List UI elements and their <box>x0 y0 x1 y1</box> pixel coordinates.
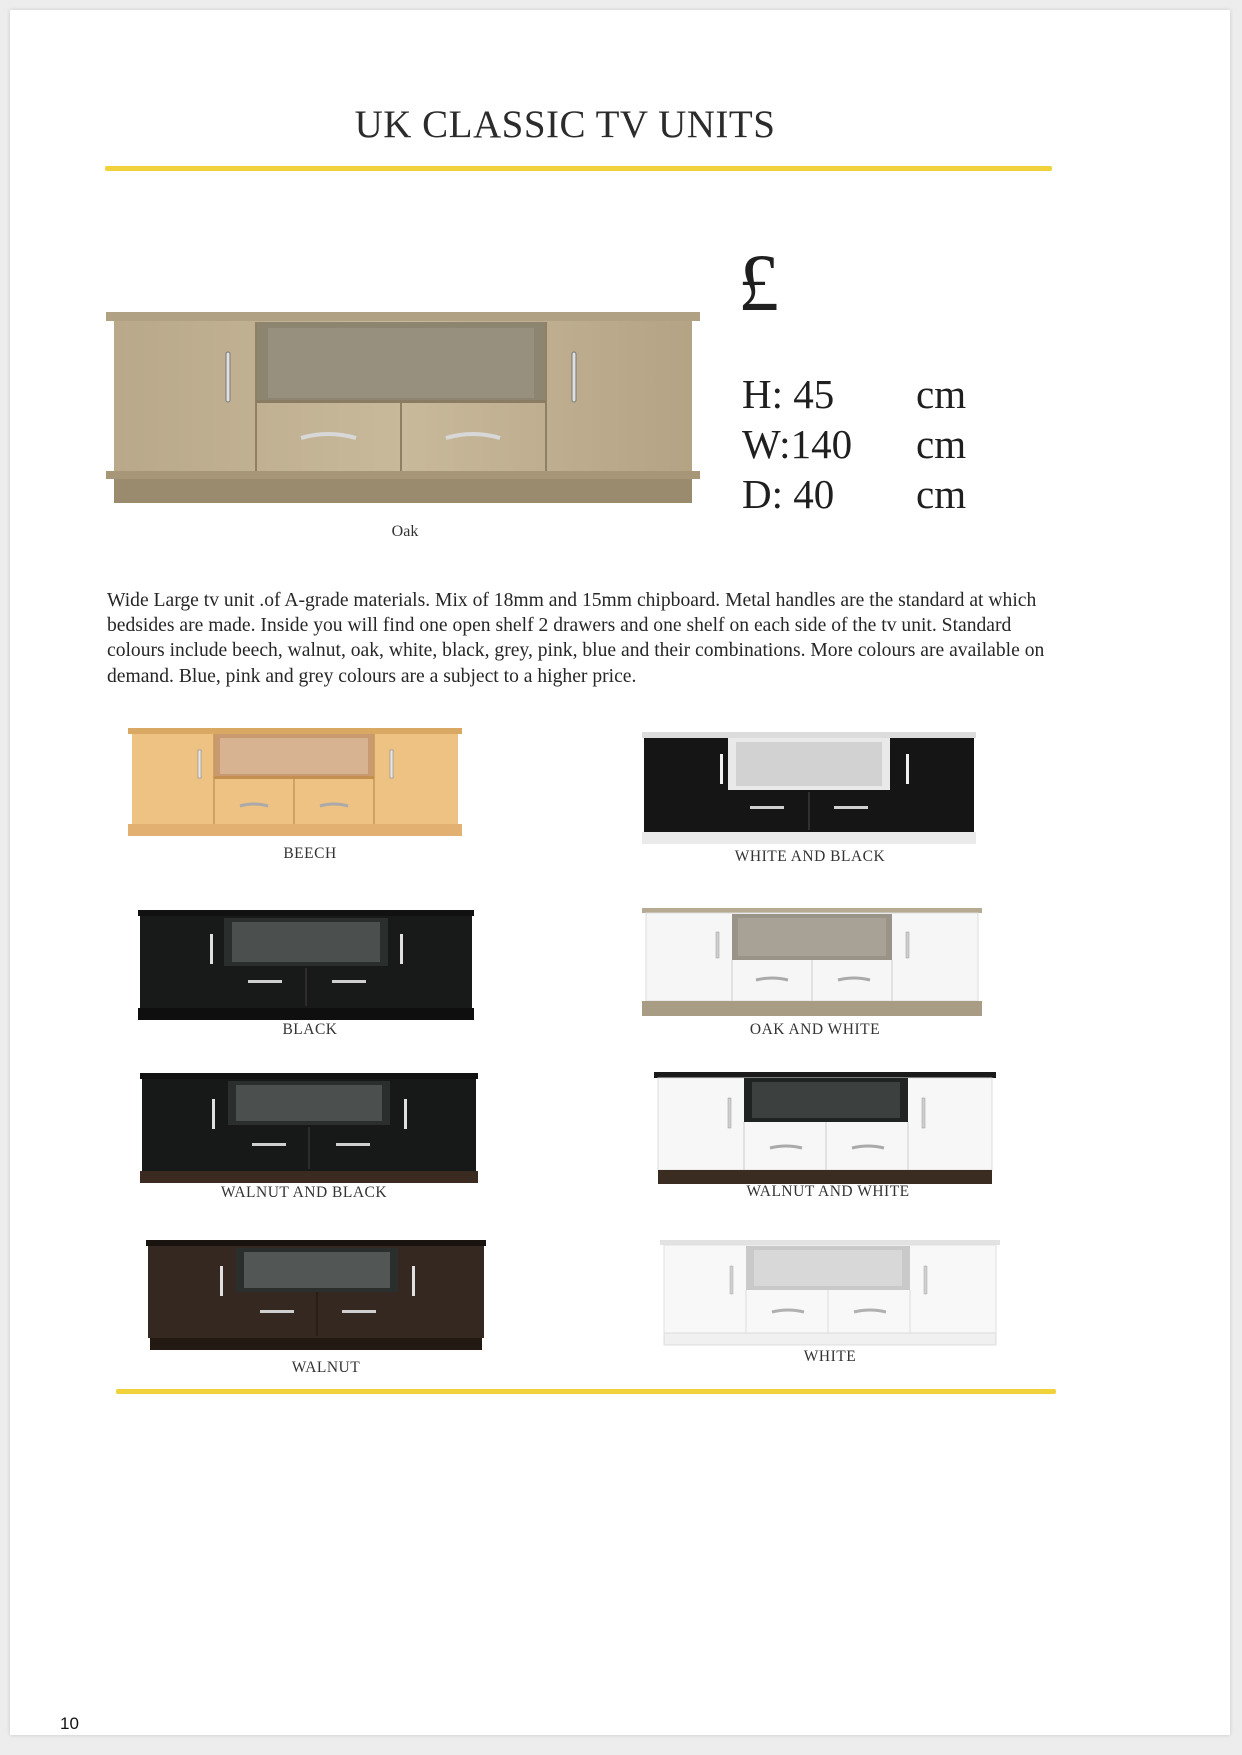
variant-caption-walnut-and-black: WALNUT AND BLACK <box>220 1184 388 1201</box>
variant-caption-white-and-black: WHITE AND BLACK <box>734 848 886 865</box>
page-number: 10 <box>60 1714 79 1733</box>
dimension-unit: cm <box>916 371 967 417</box>
variant-caption-beech: BEECH <box>283 845 337 862</box>
bottom-divider <box>116 1389 1056 1394</box>
top-divider <box>105 166 1052 171</box>
dimensions-table <box>742 370 966 520</box>
dimension-label: W:140 <box>742 421 853 467</box>
variant-caption-oak-and-white: OAK AND WHITE <box>749 1021 881 1038</box>
dimension-unit: cm <box>916 471 967 517</box>
variant-image-beech <box>128 728 462 836</box>
variant-caption-black: BLACK <box>282 1021 338 1038</box>
main-product-image <box>106 312 700 504</box>
variant-image-white-and-black <box>642 732 976 844</box>
variant-image-walnut-and-white <box>654 1072 996 1184</box>
page-title: UK CLASSIC TV UNITS <box>354 103 776 146</box>
currency-symbol: £ <box>738 237 779 328</box>
dimension-width <box>742 420 966 470</box>
main-product-caption: Oak <box>391 523 419 540</box>
variant-image-black <box>138 910 474 1020</box>
product-description: Wide Large tv unit .of A-grade materials. Mix of 18mm and 15mm chipboard. Metal handles are the standard at which bedsides are made. Inside you will find one open shelf 2 drawers and one shelf on each side of the tv unit. Standard colours include beech, walnut, oak, white, black, grey, pink, blue and their combinations. More colours are available on demand. Blue, pink and grey colours are a subject to a higher price. <box>107 590 1045 687</box>
variant-image-walnut <box>146 1240 486 1350</box>
dimension-label: D: 40 <box>742 471 835 517</box>
dimension-label: H: 45 <box>742 371 835 417</box>
variant-caption-walnut-and-white: WALNUT AND WHITE <box>746 1183 910 1200</box>
variant-image-oak-and-white <box>642 908 982 1016</box>
dimension-height <box>742 370 966 420</box>
variant-image-white <box>660 1240 1000 1348</box>
variant-image-walnut-and-black <box>140 1073 478 1183</box>
dimension-unit: cm <box>916 421 967 467</box>
dimension-depth <box>742 470 966 520</box>
variant-caption-white: WHITE <box>803 1348 857 1365</box>
catalog-page <box>10 10 1230 1735</box>
variant-caption-walnut: WALNUT <box>291 1359 361 1376</box>
